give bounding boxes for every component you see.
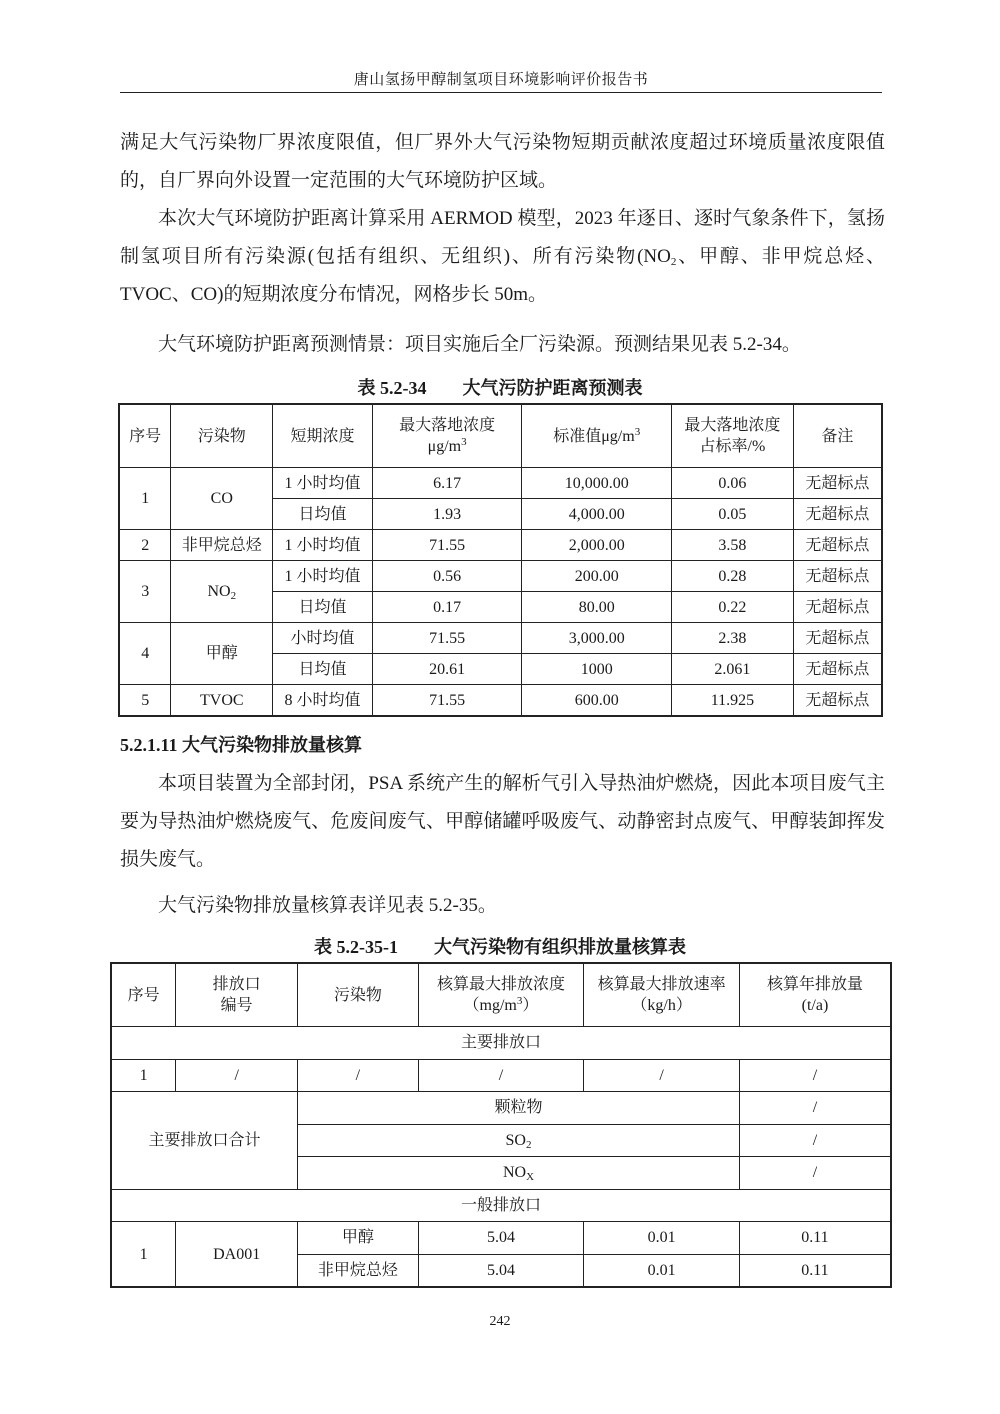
cell-max: 20.61 xyxy=(372,654,522,685)
cell-pollutant: CO xyxy=(171,468,273,530)
cell-ratio: 2.38 xyxy=(672,623,794,654)
paragraph-1: 满足大气污染物厂界浓度限值，但厂界外大气污染物短期贡献浓度超过环境质量浓度限值的，自厂界向外设置一定范围的大气环境防护区域。 xyxy=(120,132,885,191)
table-row xyxy=(119,468,882,499)
cell-pollutant-text: NO xyxy=(207,583,231,600)
cell-annual: / xyxy=(739,1092,891,1125)
cell-standard: 80.00 xyxy=(522,592,672,623)
cell-standard: 600.00 xyxy=(522,685,672,717)
header-outlet-line2: 编号 xyxy=(220,997,253,1014)
table2-caption-number: 表 5.2-35-1 xyxy=(314,937,398,957)
cell-max: 1.93 xyxy=(372,499,522,530)
cell-ratio: 0.06 xyxy=(672,468,794,499)
table-row xyxy=(119,685,882,717)
section-heading: 5.2.1.11 大气污染物排放量核算 xyxy=(120,735,363,755)
cell-rate: / xyxy=(584,1059,740,1092)
cell-ratio: 2.061 xyxy=(672,654,794,685)
cell-ratio: 0.22 xyxy=(672,592,794,623)
paragraph-2-part-b: 、甲醇、非甲烷总烃、TVOC、CO)的短期浓度分布情况，网格步长 50m。 xyxy=(120,246,885,305)
cell-standard: 3,000.00 xyxy=(522,623,672,654)
header-pollutant: 污染物 xyxy=(298,963,419,1027)
cell-pollutant: 甲醇 xyxy=(171,623,273,685)
table1-caption xyxy=(0,374,1000,400)
paragraph-2: 本次大气环境防护距离计算采用 AERMOD 模型，2023 年逐日、逐时气象条件下，氢扬制氢项目所有污染源(包括有组织、无组织)、所有污染物($NO_2$、甲醇、非甲烷总烃、TVOC、CO)的短期浓度分布情况，网格步长 50m。 xyxy=(120,208,885,305)
cell-seq: 2 xyxy=(119,530,171,561)
cell-pollutant: 非甲烷总烃 xyxy=(171,530,273,561)
protection-distance-table xyxy=(118,403,883,717)
cell-pollutant: 颗粒物 xyxy=(298,1092,740,1125)
table-row xyxy=(111,1059,891,1092)
cell-rate: 0.01 xyxy=(584,1222,740,1255)
cell-period: 8 小时均值 xyxy=(273,685,373,717)
paragraph-5: 大气污染物排放量核算表详见表 5.2-35。 xyxy=(158,895,497,916)
table-header-row xyxy=(111,963,891,1027)
cell-note: 无超标点 xyxy=(793,468,882,499)
cell-pollutant: 非甲烷总烃 xyxy=(298,1254,419,1287)
cell-note: 无超标点 xyxy=(793,592,882,623)
table-row xyxy=(119,530,882,561)
cell-standard: 4,000.00 xyxy=(522,499,672,530)
header-annual-line1: 核算年排放量 xyxy=(766,976,863,993)
cell-max: 71.55 xyxy=(372,685,522,717)
cell-annual: / xyxy=(739,1059,891,1092)
header-concentration: 核算最大排放浓度 $(mg/m^3)$ xyxy=(418,963,584,1027)
table-row xyxy=(119,623,882,654)
header-pollutant: 污染物 xyxy=(171,404,273,468)
cell-note: 无超标点 xyxy=(793,685,882,717)
cell-note: 无超标点 xyxy=(793,499,882,530)
page-header: 唐山氢扬甲醇制氢项目环境影响评价报告书 xyxy=(353,72,649,88)
cell-standard: 10,000.00 xyxy=(522,468,672,499)
table-row xyxy=(111,1222,891,1255)
cell-period: 日均值 xyxy=(273,592,373,623)
header-divider xyxy=(120,92,882,93)
cell-note: 无超标点 xyxy=(793,623,882,654)
header-outlet-line1: 排放口 xyxy=(212,976,261,993)
cell-period: 日均值 xyxy=(273,499,373,530)
cell-concentration: / xyxy=(418,1059,584,1092)
header-seq: 序号 xyxy=(119,404,171,468)
cell-pollutant: TVOC xyxy=(171,685,273,717)
cell-pollutant-text: NO xyxy=(502,1164,527,1182)
cell-period: 1 小时均值 xyxy=(273,561,373,592)
cell-seq: 1 xyxy=(111,1222,176,1288)
cell-standard: 2,000.00 xyxy=(522,530,672,561)
general-outlet-heading: 一般排放口 xyxy=(111,1189,891,1222)
cell-max: 0.56 xyxy=(372,561,522,592)
cell-pollutant: / xyxy=(298,1059,419,1092)
cell-note: 无超标点 xyxy=(793,654,882,685)
page-number: 242 xyxy=(489,1314,511,1329)
cell-seq: 4 xyxy=(119,623,171,685)
header-rate-line1: 核算最大排放速率 xyxy=(597,976,726,993)
cell-ratio: 11.925 xyxy=(672,685,794,717)
cell-seq: 3 xyxy=(119,561,171,623)
header-note: 备注 xyxy=(793,404,882,468)
header-ratio xyxy=(672,404,794,468)
cell-pollutant: 甲醇 xyxy=(298,1222,419,1255)
cell-pollutant-text: SO xyxy=(505,1131,526,1149)
cell-rate: 0.01 xyxy=(584,1254,740,1287)
emission-accounting-table xyxy=(110,962,892,1288)
header-standard-text: 标准值μg/m xyxy=(553,427,635,445)
cell-pollutant: $SO_2$ xyxy=(298,1124,740,1157)
cell-annual: 0.11 xyxy=(739,1254,891,1287)
cell-annual: / xyxy=(739,1157,891,1190)
header-max-line2: μg/m xyxy=(427,438,462,455)
header-standard: 标准值$\mu g/m^3$ xyxy=(522,404,672,468)
cell-seq: 1 xyxy=(119,468,171,530)
cell-ratio: 0.05 xyxy=(672,499,794,530)
cell-ratio: 0.28 xyxy=(672,561,794,592)
header-rate-line2: （kg/h） xyxy=(631,997,692,1014)
table2-caption xyxy=(0,933,1000,959)
header-period: 短期浓度 xyxy=(273,404,373,468)
cell-note: 无超标点 xyxy=(793,530,882,561)
header-ratio-line2: 占标率/% xyxy=(699,438,766,455)
cell-concentration: 5.04 xyxy=(418,1254,584,1287)
cell-note: 无超标点 xyxy=(793,561,882,592)
cell-max: 71.55 xyxy=(372,530,522,561)
header-seq: 序号 xyxy=(111,963,176,1027)
main-outlet-total-label: 主要排放口合计 xyxy=(111,1092,298,1190)
table-row xyxy=(119,561,882,592)
paragraph-4: 本项目装置为全部封闭，PSA 系统产生的解析气引入导热油炉燃烧，因此本项目废气主要为导热油炉燃烧废气、危废间废气、甲醇储罐呼吸废气、动静密封点废气、甲醇装卸挥发损失废气。 xyxy=(120,773,885,870)
cell-pollutant: $NO_X$ xyxy=(298,1157,740,1190)
cell-ratio: 3.58 xyxy=(672,530,794,561)
header-annual-line2: (t/a) xyxy=(801,997,829,1014)
table-row xyxy=(111,1027,891,1060)
cell-standard: 1000 xyxy=(522,654,672,685)
header-rate xyxy=(584,963,740,1027)
table-header-row xyxy=(119,404,882,468)
table2-caption-title: 大气污染物有组织排放量核算表 xyxy=(434,937,686,957)
table1-caption-number: 表 5.2-34 xyxy=(357,378,427,398)
header-max-concentration: 最大落地浓度 $\mu g/m^3$ xyxy=(372,404,522,468)
cell-concentration: 5.04 xyxy=(418,1222,584,1255)
cell-period: 1 小时均值 xyxy=(273,530,373,561)
header-annual xyxy=(739,963,891,1027)
table-row xyxy=(111,1189,891,1222)
cell-seq: 1 xyxy=(111,1059,176,1092)
header-outlet xyxy=(176,963,298,1027)
header-conc-close: ） xyxy=(522,997,539,1014)
table-row xyxy=(111,1092,891,1125)
cell-pollutant: $NO_2$ xyxy=(171,561,273,623)
header-ratio-line1: 最大落地浓度 xyxy=(684,417,781,434)
paragraph-3: 大气环境防护距离预测情景：项目实施后全厂污染源。预测结果见表 5.2-34。 xyxy=(158,334,801,355)
header-conc-line1: 核算最大排放浓度 xyxy=(436,976,565,993)
table1-caption-title: 大气污防护距离预测表 xyxy=(462,378,643,398)
header-max-line1: 最大落地浓度 xyxy=(399,417,496,434)
paragraph-2-part-a: 本次大气环境防护距离计算采用 AERMOD 模型，2023 年逐日、逐时气象条件下，氢扬制氢项目所有污染源(包括有组织、无组织)、所有污染物(NO xyxy=(120,208,885,267)
header-conc-line2: （mg/m xyxy=(463,997,517,1014)
cell-outlet: / xyxy=(176,1059,298,1092)
cell-period: 1 小时均值 xyxy=(273,468,373,499)
cell-period: 小时均值 xyxy=(273,623,373,654)
cell-max: 71.55 xyxy=(372,623,522,654)
main-outlet-heading: 主要排放口 xyxy=(111,1027,891,1060)
cell-period: 日均值 xyxy=(273,654,373,685)
cell-annual: / xyxy=(739,1124,891,1157)
cell-annual: 0.11 xyxy=(739,1222,891,1255)
cell-max: 6.17 xyxy=(372,468,522,499)
cell-max: 0.17 xyxy=(372,592,522,623)
cell-outlet: DA001 xyxy=(176,1222,298,1288)
cell-standard: 200.00 xyxy=(522,561,672,592)
cell-seq: 5 xyxy=(119,685,171,717)
